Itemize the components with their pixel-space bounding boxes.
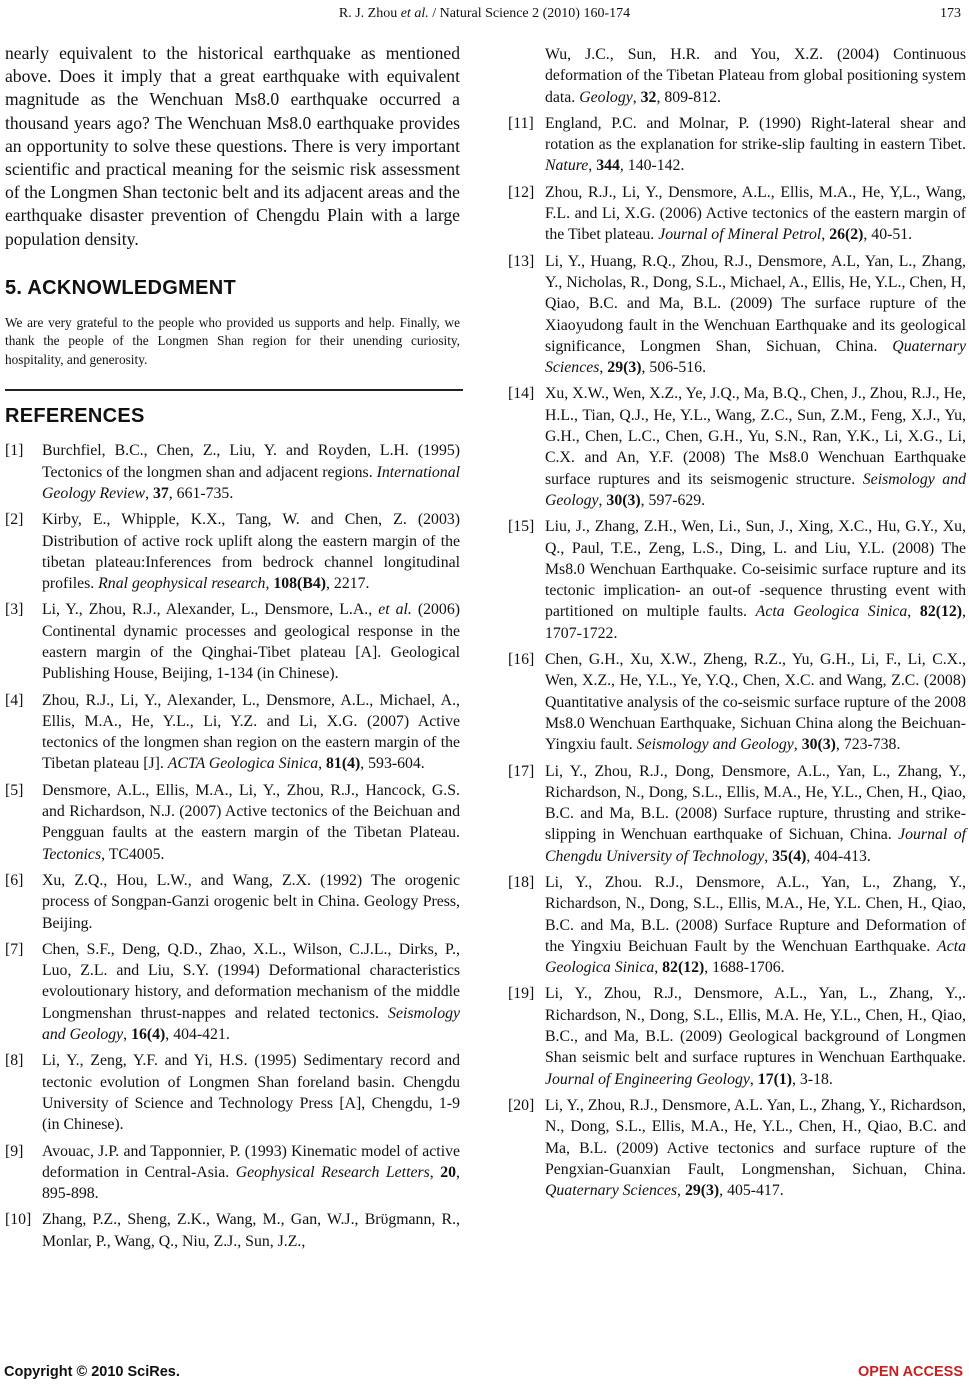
page-footer [0,1364,969,1386]
reference-item [5,780,460,865]
reference-pages: , 895-898. [42,1163,460,1203]
reference-pages: , 404-413. [806,847,871,865]
reference-text: Burchfiel, B.C., Chen, Z., Liu, Y. and Royden, L.H. (1995) Tectonics of the longmen shan and adjacent regions. [42,442,460,481]
reference-separator: , [318,755,327,773]
references-list-right [508,113,966,1202]
reference-number: [19] [508,985,535,1003]
reference-text: Wu, J.C., Sun, H.R. and You, X.Z. (2004) Continuous deformation of the Tibetan Plateau from global positioning system data. [545,46,966,106]
reference-separator: , [598,491,607,509]
reference-separator: , [821,226,830,244]
reference-continuation: Wu, J.C., Sun, H.R. and You, X.Z. (2004) Continuous deformation of the Tibetan Plateau from global positioning system data. Geology, 32, 809-812. [508,44,966,108]
reference-text: Zhou, R.J., Li, Y., Alexander, L., Densmore, A.L., Michael, A., Ellis, M.A., He, Y.L., Li, Y.Z. and Li, X.G. (2007) Active tectonics of the longmen shan region on the eastern margin of the Tibetan plateau [J]. [42,691,460,773]
reference-text: Li, Y., Zhou, R.J., Densmore, A.L., Yan, L., Zhang, Y.,. Richardson, N., Dong, S.L., Ellis, M.A. He, Y.L., Chen, H., Qiao, B.C., and Ma, B.L. (2009) Geological background of Longmen Shan seismic belt and surface ruptures in Wenchuan Earthquake. [545,985,966,1067]
reference-item [508,649,966,755]
reference-pages: , 506-516. [641,359,707,377]
left-column [5,42,460,1257]
reference-journal: Journal of Engineering Geology [545,1070,750,1088]
reference-item [5,1141,460,1205]
reference-journal: Seismology and Geology [545,470,966,509]
title-et-al: et al. [400,6,429,21]
reference-journal: Quaternary Sciences [545,1182,678,1200]
reference-journal: Nature [545,157,589,175]
reference-journal: Seismology and Geology [42,1004,460,1044]
running-title [0,6,969,22]
reference-volume: 32 [640,88,657,106]
title-journal: / Natural Science 2 (2010) 160-174 [428,6,631,21]
reference-pages: , 723-738. [835,736,901,754]
reference-text: Li, Y., Zhou, R.J., Densmore, A.L. Yan, L., Zhang, Y., Richardson, N., Dong, S.L., Ellis, M.A., He, Y.L., Chen, H., Qiao, B.C. and Ma, B.L. (2009) Active tectonics and surface rupture of the Pengxian-Guanxian Fault, Longmenshan, Sichuan, China. [545,1096,966,1178]
reference-text: Zhou, R.J., Li, Y., Densmore, A.L., Ellis, M.A., He, Y,L., Wang, F.L. and Li, X.G. (2006) Active tectonics of the eastern margin of the Tibet plateau. [545,183,966,244]
reference-pages: , 1688-1706. [704,959,785,977]
reference-number: [6] [5,871,24,889]
reference-journal: Journal of Mineral Petrol [658,226,822,244]
reference-item [5,599,460,684]
reference-item [5,509,460,594]
reference-text: England, P.C. and Molnar, P. (1990) Right-lateral shear and rotation as the explanation for strike-slip faulting in eastern Tibet. [545,114,966,154]
reference-text: Li, Y., Zhou, R.J., Dong, Densmore, A.L., Yan, L., Zhang, Y., Richardson, N., Dong, S.L., Ellis, M.A., He, Y.L., Chen, H., Qiao, B.C. and Ma, B.L. (2008) Surface rupture, thrusting and strike-slipping in Wenchuan earthquake of Sichuan, China. [545,762,966,844]
reference-journal: International Geology Review [42,463,460,502]
reference-separator: , [429,1163,441,1181]
reference-text: Li, Y., Zhou. R.J., Densmore, A.L., Yan, L., Zhang, Y., Richardson, N., Dong, S.L., Ellis, M.A., He, Y.L. Chen, H., Qiao, B.C. and Ma, B.L. (2008) Surface Rupture and Deformation of the Yingxiu Beichuan Fault by the Wenchuan Earthquake. [545,873,966,955]
reference-text: Chen, G.H., Xu, X.W., Zheng, R.Z., Yu, G.H., Li, F., Li, C.X., Wen, X.Z., He, Y.L., Ye, Y.Q., Chen, X.C. and Wang, Z.C. (2008) Quantitative analysis of the co-seismic surface rupture of the 2008 Ms8.0 Wenchuan Earthquake, Sichuan China along the Beichuan-Yingxiu fault. [545,651,966,754]
reference-pages: , TC4005. [101,845,165,863]
reference-separator: , [599,359,608,377]
reference-separator: , [145,484,153,502]
reference-number: [14] [508,385,535,403]
reference-item [5,1209,460,1252]
reference-number: [15] [508,518,535,536]
reference-item [5,870,460,934]
reference-pages: , 405-417. [719,1182,784,1200]
reference-item [508,113,966,177]
reference-item [5,939,460,1045]
reference-item [508,383,966,511]
reference-number: [9] [5,1142,24,1160]
reference-pages: , 661-735. [168,484,234,502]
reference-item [508,251,966,379]
reference-item [508,761,966,867]
reference-number: [16] [508,651,535,669]
reference-volume: 82(12) [919,603,963,621]
reference-volume: 17(1) [757,1070,793,1088]
references-heading: REFERENCES [5,405,145,428]
reference-number: [3] [5,601,24,619]
reference-text: Li, Y., Zhou, R.J., Alexander, L., Densmore, L.A., [42,601,379,619]
reference-pages: , 40-51. [863,226,913,244]
running-header [0,6,969,26]
reference-item [508,1095,966,1201]
reference-volume: 37 [152,484,169,502]
reference-text: Xu, X.W., Wen, X.Z., Ye, J.Q., Ma, B.Q., Chen, J., Zhou, R.J., He, H.L., Tian, Q.J., He, Y.L., Wang, Z.C., Sun, Z.M., Feng, X.J., Yu, G.H., Chen, L.C., Chen, G.H., Yu, S.N., Ran, Y.K., Li, X.G., Li, C.X. and An, Y.F. (2008) The Ms8.0 Wenchuan Earthquake surface ruptures and its seismogenic structure. [545,385,966,488]
reference-volume: 108(B4) [273,575,327,593]
title-authors: R. J. Zhou [338,6,401,21]
reference-separator: , [123,1026,132,1044]
reference-volume: 344 [596,157,620,175]
reference-pages: , 140-142. [619,157,685,175]
reference-number: [5] [5,781,24,799]
open-access-label: OPEN ACCESS [857,1364,963,1380]
reference-text: Chen, S.F., Deng, Q.D., Zhao, X.L., Wilson, C.J.L., Dirks, P., Luo, Z.L. and Liu, S.Y. (1994) Deformational characteristics evoloutionary history, and deformation mechanism of the middle Longmenshan thrust-nappes and related tectonics. [42,940,460,1022]
reference-pages: , 809-812. [656,88,721,106]
right-column [508,44,966,1206]
reference-journal: Tectonics [42,845,102,863]
reference-separator: , [677,1182,685,1200]
reference-separator: , [907,603,920,621]
reference-pages: , 1707-1722. [545,603,966,642]
reference-text: Avouac, J.P. and Tapponnier, P. (1993) Kinematic model of active deformation in Central-Asia. [42,1142,460,1181]
reference-journal: Acta Geologica Sinica [545,937,966,977]
reference-pages: , 593-604. [360,755,425,773]
reference-separator: , [764,847,773,865]
reference-volume: 30(3) [801,736,836,754]
intro-paragraph: nearly equivalent to the historical earthquake as mentioned above. Does it imply that a great earthquake with equivalent magnitude as the Wenchuan Ms8.0 earthquake occurred a thousand years ago? The Wenchuan Ms8.0 earthquake provides an opportunity to solve these questions. There is very important scientific and practical meaning for the seismic risk assessment of the Longmen Shan tectonic belt and its adjacent areas and the earthquake disaster prevention of Chengdu Plain with a large population density. [5,43,460,249]
reference-volume: 30(3) [606,491,641,509]
reference-separator: , [749,1070,758,1088]
section-divider [5,389,463,391]
reference-volume: 82(12) [662,959,705,977]
acknowledgment-text: We are very grateful to the people who provided us supports and help. Finally, we thank the people of the Longmen Shan region for their unending curiosity, hospitality, and generosity. [5,314,460,367]
reference-item [5,440,460,504]
page-number: 173 [940,6,961,21]
reference-number: [13] [508,252,535,270]
reference-volume: 29(3) [684,1182,720,1200]
reference-text: Liu, J., Zhang, Z.H., Wen, Li., Sun, J., Xing, X.C., Hu, G.Y., Xu, Q., Paul, T.E., Zeng, L.S., Ding, L. and Liu, Y.L. (2008) The Ms8.0 Wenchuan Earthquake. Co-seisimic surface rupture and its tectonic implication- an out-of -sequence thrusting event with partitioned on multiple faults. [545,518,966,621]
reference-separator: , [654,959,663,977]
reference-journal: Seismology and Geology [636,736,794,754]
reference-text: Xu, Z.Q., Hou, L.W., and Wang, Z.X. (1992) The orogenic process of Songpan-Ganzi orogenic belt in China. Geology Press, Beijing. [42,871,460,932]
reference-volume: 35(4) [772,847,807,865]
reference-journal: Acta Geologica Sinica [755,603,908,621]
reference-number: [7] [5,940,24,958]
reference-separator: , [588,157,597,175]
reference-journal: ACTA Geologica Sinica [167,755,319,773]
reference-pages: , 2217. [326,575,370,593]
copyright-notice: Copyright © 2010 SciRes. [4,1364,180,1380]
reference-volume: 20 [440,1163,457,1181]
reference-journal: Geology [579,88,633,106]
reference-number: [8] [5,1052,24,1070]
reference-number: [2] [5,511,24,529]
reference-number: [11] [508,114,534,132]
reference-separator: , [793,736,802,754]
references-list-left [5,440,460,1252]
reference-number: [17] [508,762,535,780]
reference-pages: (2006) Continental dynamic processes and geological response in the eastern margin of the Qinghai-Tibet plateau [A]. Geological Publishing House, Beijing, 1-134 (in Chinese). [42,601,460,683]
reference-volume: 81(4) [326,755,361,773]
reference-item [508,516,966,644]
reference-item [508,182,966,246]
reference-number: [20] [508,1096,535,1114]
reference-separator: , [265,575,274,593]
reference-text: Kirby, E., Whipple, K.X., Tang, W. and Chen, Z. (2003) Distribution of active rock uplift along the eastern margin of the tibetan plateau:Inferences from bedrock channel longitudinal profiles. [42,511,460,593]
reference-item [5,1050,460,1135]
reference-number: [18] [508,873,535,891]
reference-item [508,872,966,978]
reference-number: [1] [5,442,24,460]
acknowledgment-heading: 5. ACKNOWLEDGMENT [5,276,237,299]
reference-journal: Rnal geophysical research [98,575,266,593]
reference-text: Densmore, A.L., Ellis, M.A., Li, Y., Zhou, R.J., Hancock, G.S. and Richardson, N.J. (2007) Active tectonics of the Beichuan and Pengguan faults at the eastern margin of the Tibetan Plateau. [42,781,460,842]
reference-item [5,690,460,775]
reference-number: [12] [508,183,535,201]
reference-volume: 16(4) [131,1026,166,1044]
reference-number: [4] [5,691,24,709]
reference-item [508,983,966,1089]
reference-volume: 26(2) [829,226,864,244]
reference-pages: , 3-18. [792,1070,833,1088]
reference-pages: , 597-629. [640,491,706,509]
reference-text: Zhang, P.Z., Sheng, Z.K., Wang, M., Gan, W.J., Brϋgmann, R., Monlar, P., Wang, Q., Niu, Z.J., Sun, J.Z., [42,1211,460,1250]
reference-number [508,44,545,108]
reference-number: [10] [5,1211,32,1229]
reference-pages: , 404-421. [165,1026,230,1044]
reference-text: Li, Y., Zeng, Y.F. and Yi, H.S. (1995) Sedimentary record and tectonic evolution of Longmen Shan foreland basin. Chengdu University of Science and Technology Press [A], Chengdu, 1-9 (in Chinese). [42,1052,460,1134]
reference-journal: Journal of Chengdu University of Technology [545,826,966,865]
reference-journal: et al. [378,601,412,619]
reference-journal: Geophysical Research Letters [235,1163,430,1181]
reference-journal: Quaternary Sciences [545,337,966,377]
reference-volume: 29(3) [607,359,642,377]
reference-text: Li, Y., Huang, R.Q., Zhou, R.J., Densmore, A.L, Yan, L., Zhang, Y., Nicholas, R., Dong, S.L., Michael, A., Ellis, He, Y.L., Chen, H, Qiao, B.C. and Ma, B.L. (2009) The surface rupture of the Xiaoyudong fault in the Wenchuan Earthquake and its geological significance, Longmen Shan, Sichuan, China. [545,252,966,355]
